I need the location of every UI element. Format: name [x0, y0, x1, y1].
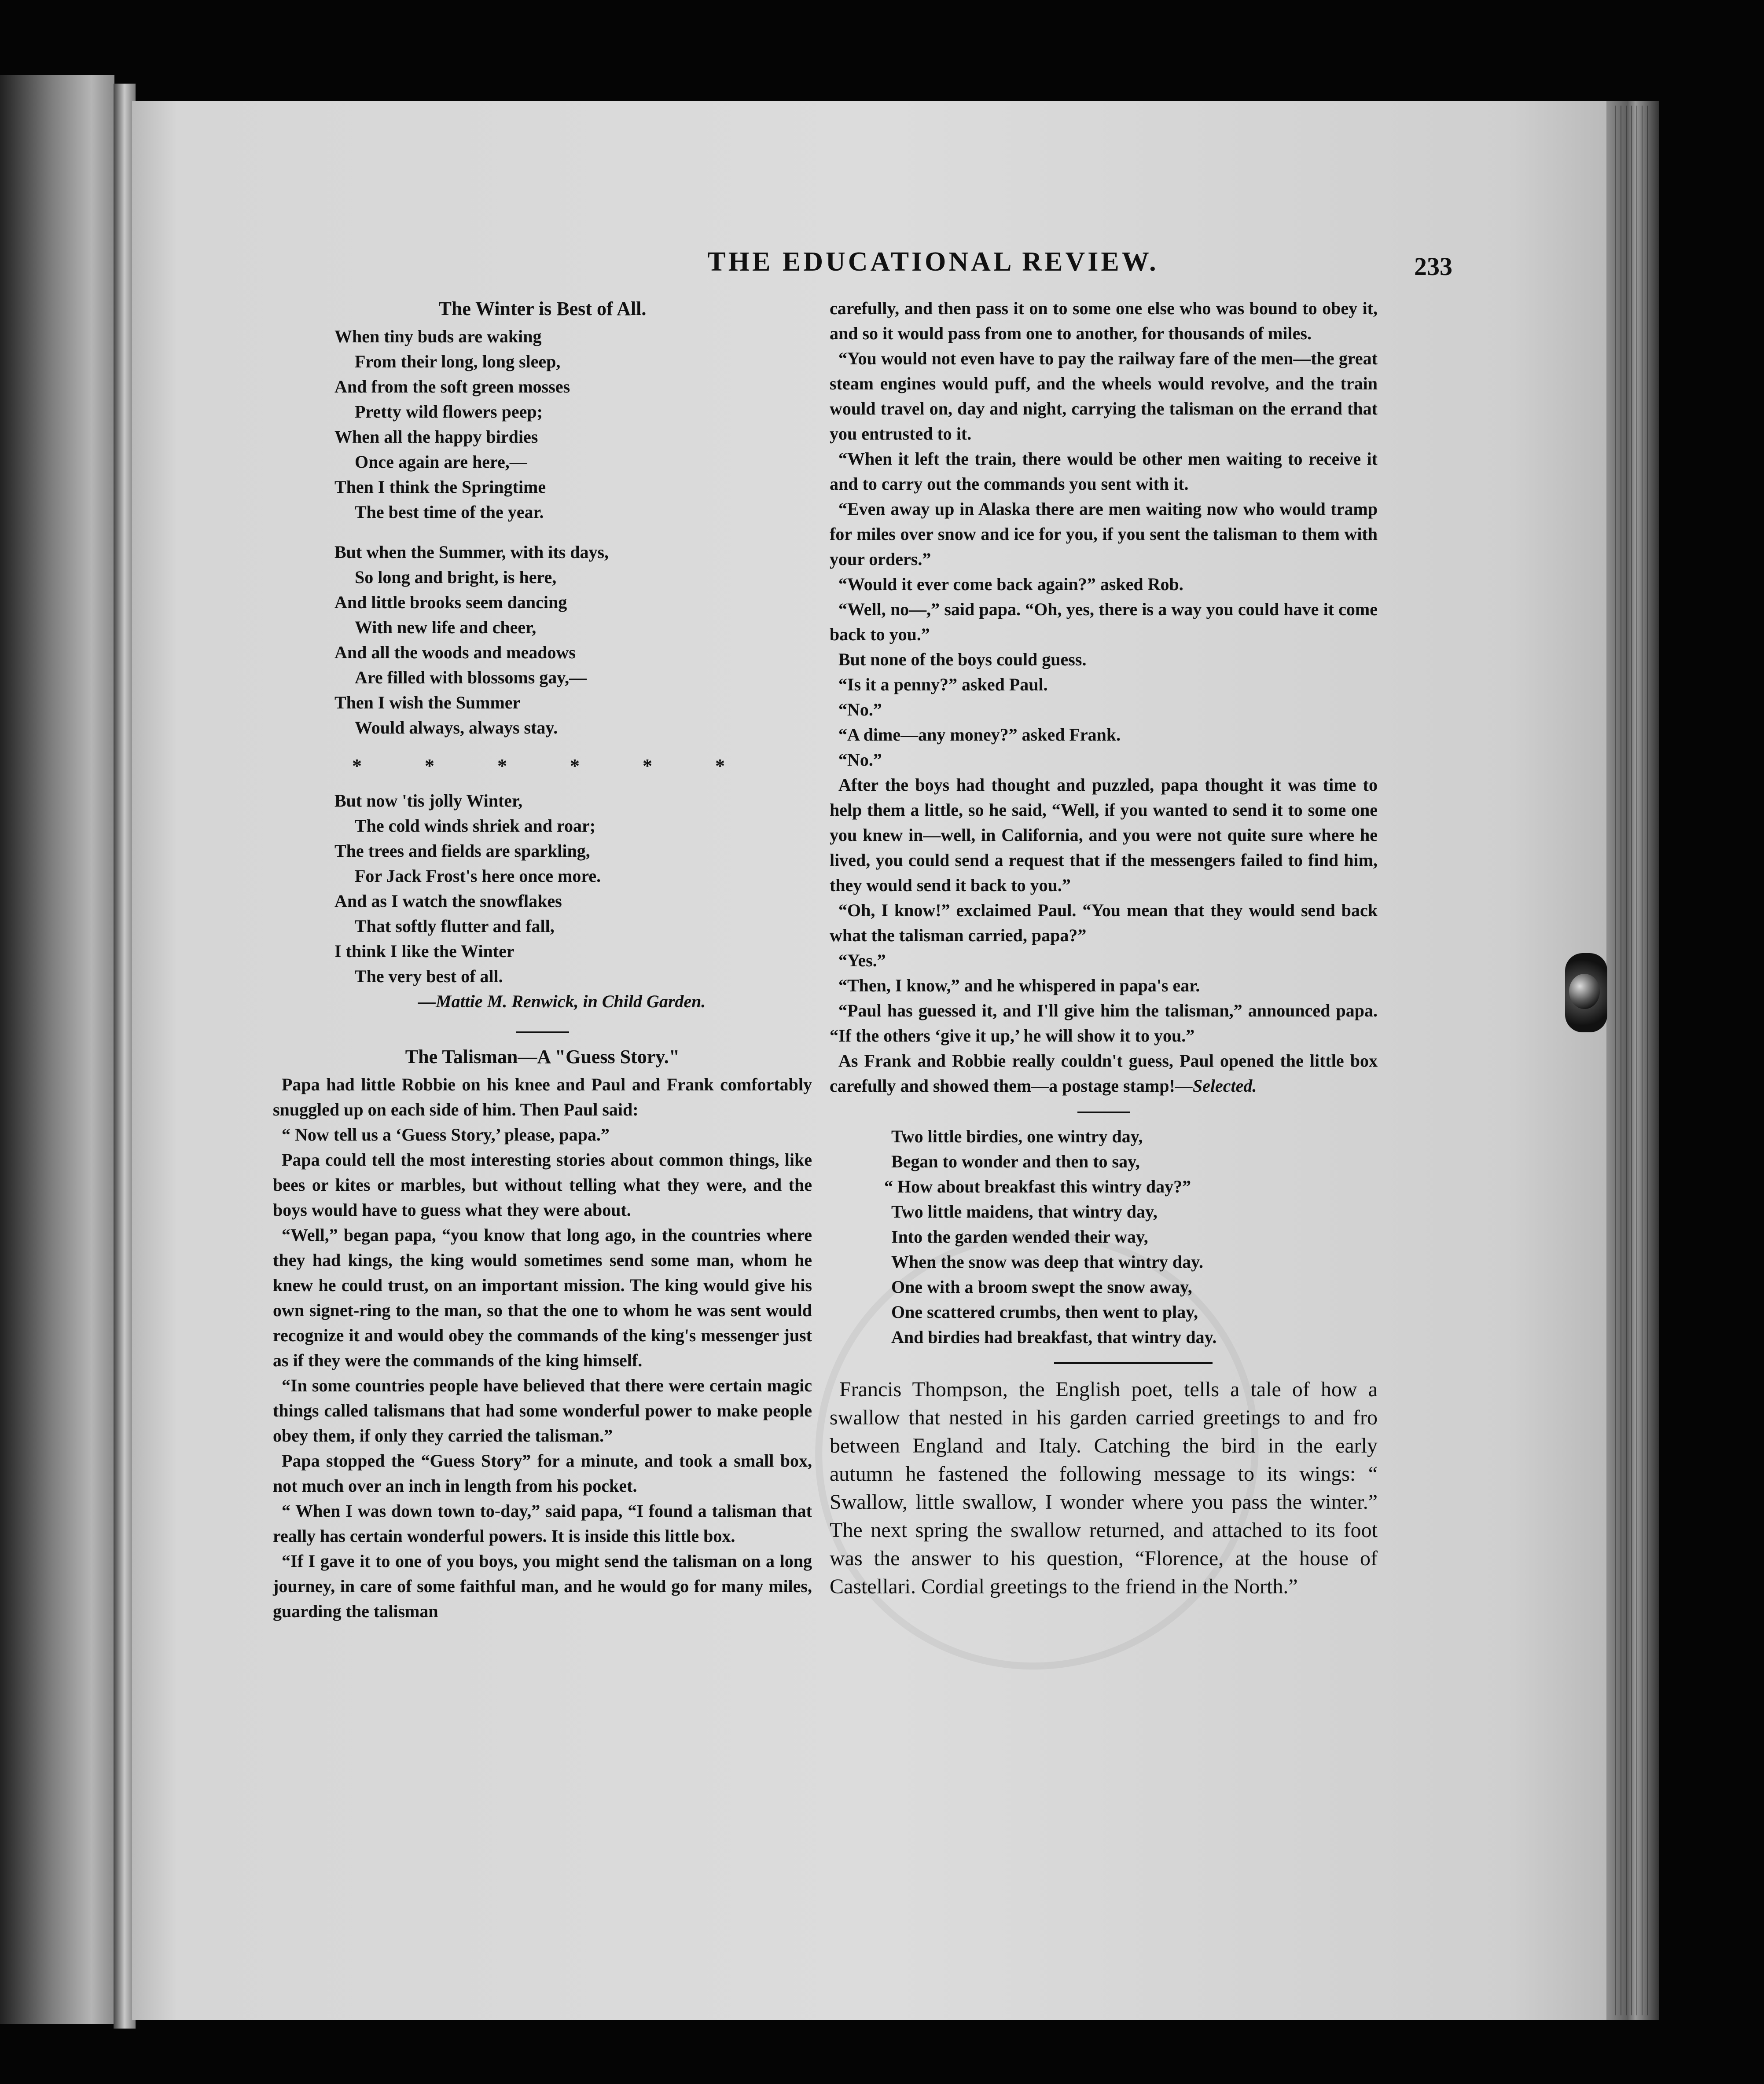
story-paragraph: “No.”	[838, 700, 882, 719]
story-paragraph: “ When I was down town to-day,” said papa, “I found a talisman that really has certain wonderful powers. It is inside this little box.	[273, 1501, 812, 1546]
story-paragraph: But none of the boys could guess.	[838, 649, 1087, 669]
poem-line: When all the happy birdies	[334, 427, 538, 447]
left-column	[273, 296, 812, 1624]
poem-line: Are filled with blossoms gay,—	[355, 668, 587, 687]
page-stack-lines	[1611, 106, 1650, 2015]
story-paragraph: “In some countries people have believed that there were certain magic things called talismans that had some wonderful power to make people obey them, if only they carried the talisman.”	[273, 1376, 812, 1446]
poem-title: The Winter is Best of All.	[438, 298, 647, 319]
poem-line: One with a broom swept the snow away,	[891, 1277, 1192, 1297]
right-column	[830, 296, 1378, 1601]
story-paragraph: Papa stopped the “Guess Story” for a minute, and took a small box, not much over an inch in length from his pocket.	[273, 1451, 812, 1496]
poem-line: Once again are here,—	[355, 452, 527, 472]
printed-page	[255, 246, 1452, 1778]
section-divider	[516, 1031, 569, 1033]
story-title: The Talisman—A "Guess Story."	[405, 1046, 680, 1068]
poem-stanza	[334, 324, 812, 525]
story-paragraph: “A dime—any money?” asked Frank.	[838, 725, 1121, 745]
poem-line: Then I think the Springtime	[334, 477, 546, 497]
poem-line: Two little maidens, that wintry day,	[891, 1202, 1158, 1222]
story-paragraph: “Well,” began papa, “you know that long ago, in the countries where they had kings, the king would sometimes send some man, whom he knew he could trust, on an important mission. The king would give his own signet-ring to the man, so that the one to whom he was sent would recognize it and would obey the commands of the king's messenger just as if they were the commands of the king himself.	[273, 1225, 812, 1370]
poem-line: With new life and cheer,	[355, 617, 537, 637]
poem-line: But when the Summer, with its days,	[334, 542, 609, 562]
poem-line: The very best of all.	[355, 966, 503, 986]
poem-stanza	[334, 788, 812, 989]
story-paragraph: “If I gave it to one of you boys, you might send the talisman on a long journey, in care of some faithful man, and he would go for many miles, guarding the talisman	[273, 1551, 812, 1621]
story-paragraph: Papa could tell the most interesting stories about common things, like bees or kites or marbles, but without telling what they were, and the boys would have to guess what they were about.	[273, 1150, 812, 1220]
poem-line: So long and bright, is here,	[355, 567, 557, 587]
poem-line: That softly flutter and fall,	[355, 916, 555, 936]
poem-winter	[334, 324, 812, 1014]
story-paragraph: After the boys had thought and puzzled, papa thought it was time to help them a little, so he said, “Well, if you wanted to send it to some one you knew in—well, in California, and you were not quite sure where he lived, you could send a request that if the messengers failed to find him, they would send it back to you.”	[830, 775, 1378, 895]
story-paragraph: “Is it a penny?” asked Paul.	[838, 675, 1048, 694]
poem-line: From their long, long sleep,	[355, 352, 561, 371]
poem-line: One scattered crumbs, then went to play,	[891, 1302, 1198, 1322]
poem-line: I think I like the Winter	[334, 941, 514, 961]
story-paragraph: “Even away up in Alaska there are men waiting now who would tramp for miles over snow and ice for you, if you sent the talisman to them with your orders.”	[830, 499, 1378, 569]
poem-line: When tiny buds are waking	[334, 327, 542, 346]
story-paragraph: “ Now tell us a ‘Guess Story,’ please, papa.”	[282, 1125, 610, 1145]
poem-line: Two little birdies, one wintry day,	[891, 1126, 1143, 1146]
poem-line: And from the soft green mosses	[334, 377, 570, 396]
section-divider	[1077, 1112, 1130, 1113]
poem-line: The trees and fields are sparkling,	[334, 841, 590, 861]
story-paragraph: “Oh, I know!” exclaimed Paul. “You mean that they would send back what the talisman carried, papa?”	[830, 900, 1378, 945]
poem-line: Then I wish the Summer	[334, 693, 521, 712]
poem-line: Would always, always stay.	[355, 718, 558, 737]
poem-line: And all the woods and meadows	[334, 642, 576, 662]
poem-line: Began to wonder and then to say,	[891, 1152, 1140, 1171]
page-number: 233	[1414, 252, 1452, 281]
story-ending: As Frank and Robbie really couldn't guess, Paul opened the little box carefully and showed them—a postage stamp!	[830, 1051, 1378, 1096]
selected-credit: —Selected.	[1175, 1076, 1257, 1096]
poem-line: And little brooks seem dancing	[334, 592, 567, 612]
poem-line: The cold winds shriek and roar;	[355, 816, 596, 836]
poem-attribution: —Mattie M. Renwick, in Child Garden.	[418, 991, 706, 1011]
running-head: THE EDUCATIONAL REVIEW.	[707, 247, 1159, 277]
poem-line: For Jack Frost's here once more.	[355, 866, 601, 886]
story-paragraph	[830, 1048, 1378, 1098]
story-paragraph: “Then, I know,” and he whispered in papa's ear.	[838, 976, 1200, 995]
poem-line: But now 'tis jolly Winter,	[334, 791, 523, 811]
story-paragraph: “You would not even have to pay the railway fare of the men—the great steam engines would puff, and the wheels would revolve, and the train would travel on, day and night, carrying the talisman on the errand that you entrusted to it.	[830, 349, 1378, 444]
poem-line: And birdies had breakfast, that wintry day.	[891, 1327, 1217, 1347]
poem-line: The best time of the year.	[355, 502, 544, 522]
story-paragraph: “Would it ever come back again?” asked Rob.	[838, 574, 1183, 594]
poem-line: When the snow was deep that wintry day.	[891, 1252, 1203, 1272]
poem-line: Pretty wild flowers peep;	[355, 402, 543, 422]
story-paragraph: “Paul has guessed it, and I'll give him the talisman,” announced papa. “If the others ‘give it up,’ he will show it to you.”	[830, 1001, 1378, 1046]
story-paragraph: “When it left the train, there would be other men waiting to receive it and to carry out the commands you sent with it.	[830, 449, 1378, 494]
poem-birdies	[884, 1124, 1378, 1350]
facing-page-edge	[0, 75, 114, 2024]
section-stars: * * * * * *	[352, 755, 754, 777]
story-paragraph: carefully, and then pass it on to some one else who was bound to obey it, and so it would pass from one to another, for thousands of miles.	[830, 298, 1378, 343]
closing-paragraph: Francis Thompson, the English poet, tells a tale of how a swallow that nested in his garden carried greetings to and fro between England and Italy. Catching the bird in the early autumn he fastened the following message to its wings: “ Swallow, little swallow, I wonder where you pass the winter.” The next spring the swallow returned, and attached to its foot was the answer to his question, “Florence, at the house of Castellari. Cordial greetings to the friend in the North.”	[830, 1378, 1378, 1598]
section-divider-long	[1054, 1362, 1213, 1364]
story-paragraph: “Well, no—,” said papa. “Oh, yes, there is a way you could have it come back to you.”	[830, 599, 1378, 644]
poem-line: And as I watch the snowflakes	[334, 891, 562, 911]
binding-clip-knob	[1569, 974, 1600, 1009]
poem-line: Into the garden wended their way,	[891, 1227, 1148, 1247]
story-paragraph: “No.”	[838, 750, 882, 770]
story-paragraph: “Yes.”	[838, 950, 886, 970]
story-paragraph: Papa had little Robbie on his knee and Paul and Frank comfortably snuggled up on each side of him. Then Paul said:	[273, 1075, 812, 1119]
poem-line: “ How about breakfast this wintry day?”	[884, 1177, 1191, 1196]
poem-stanza	[334, 539, 812, 740]
